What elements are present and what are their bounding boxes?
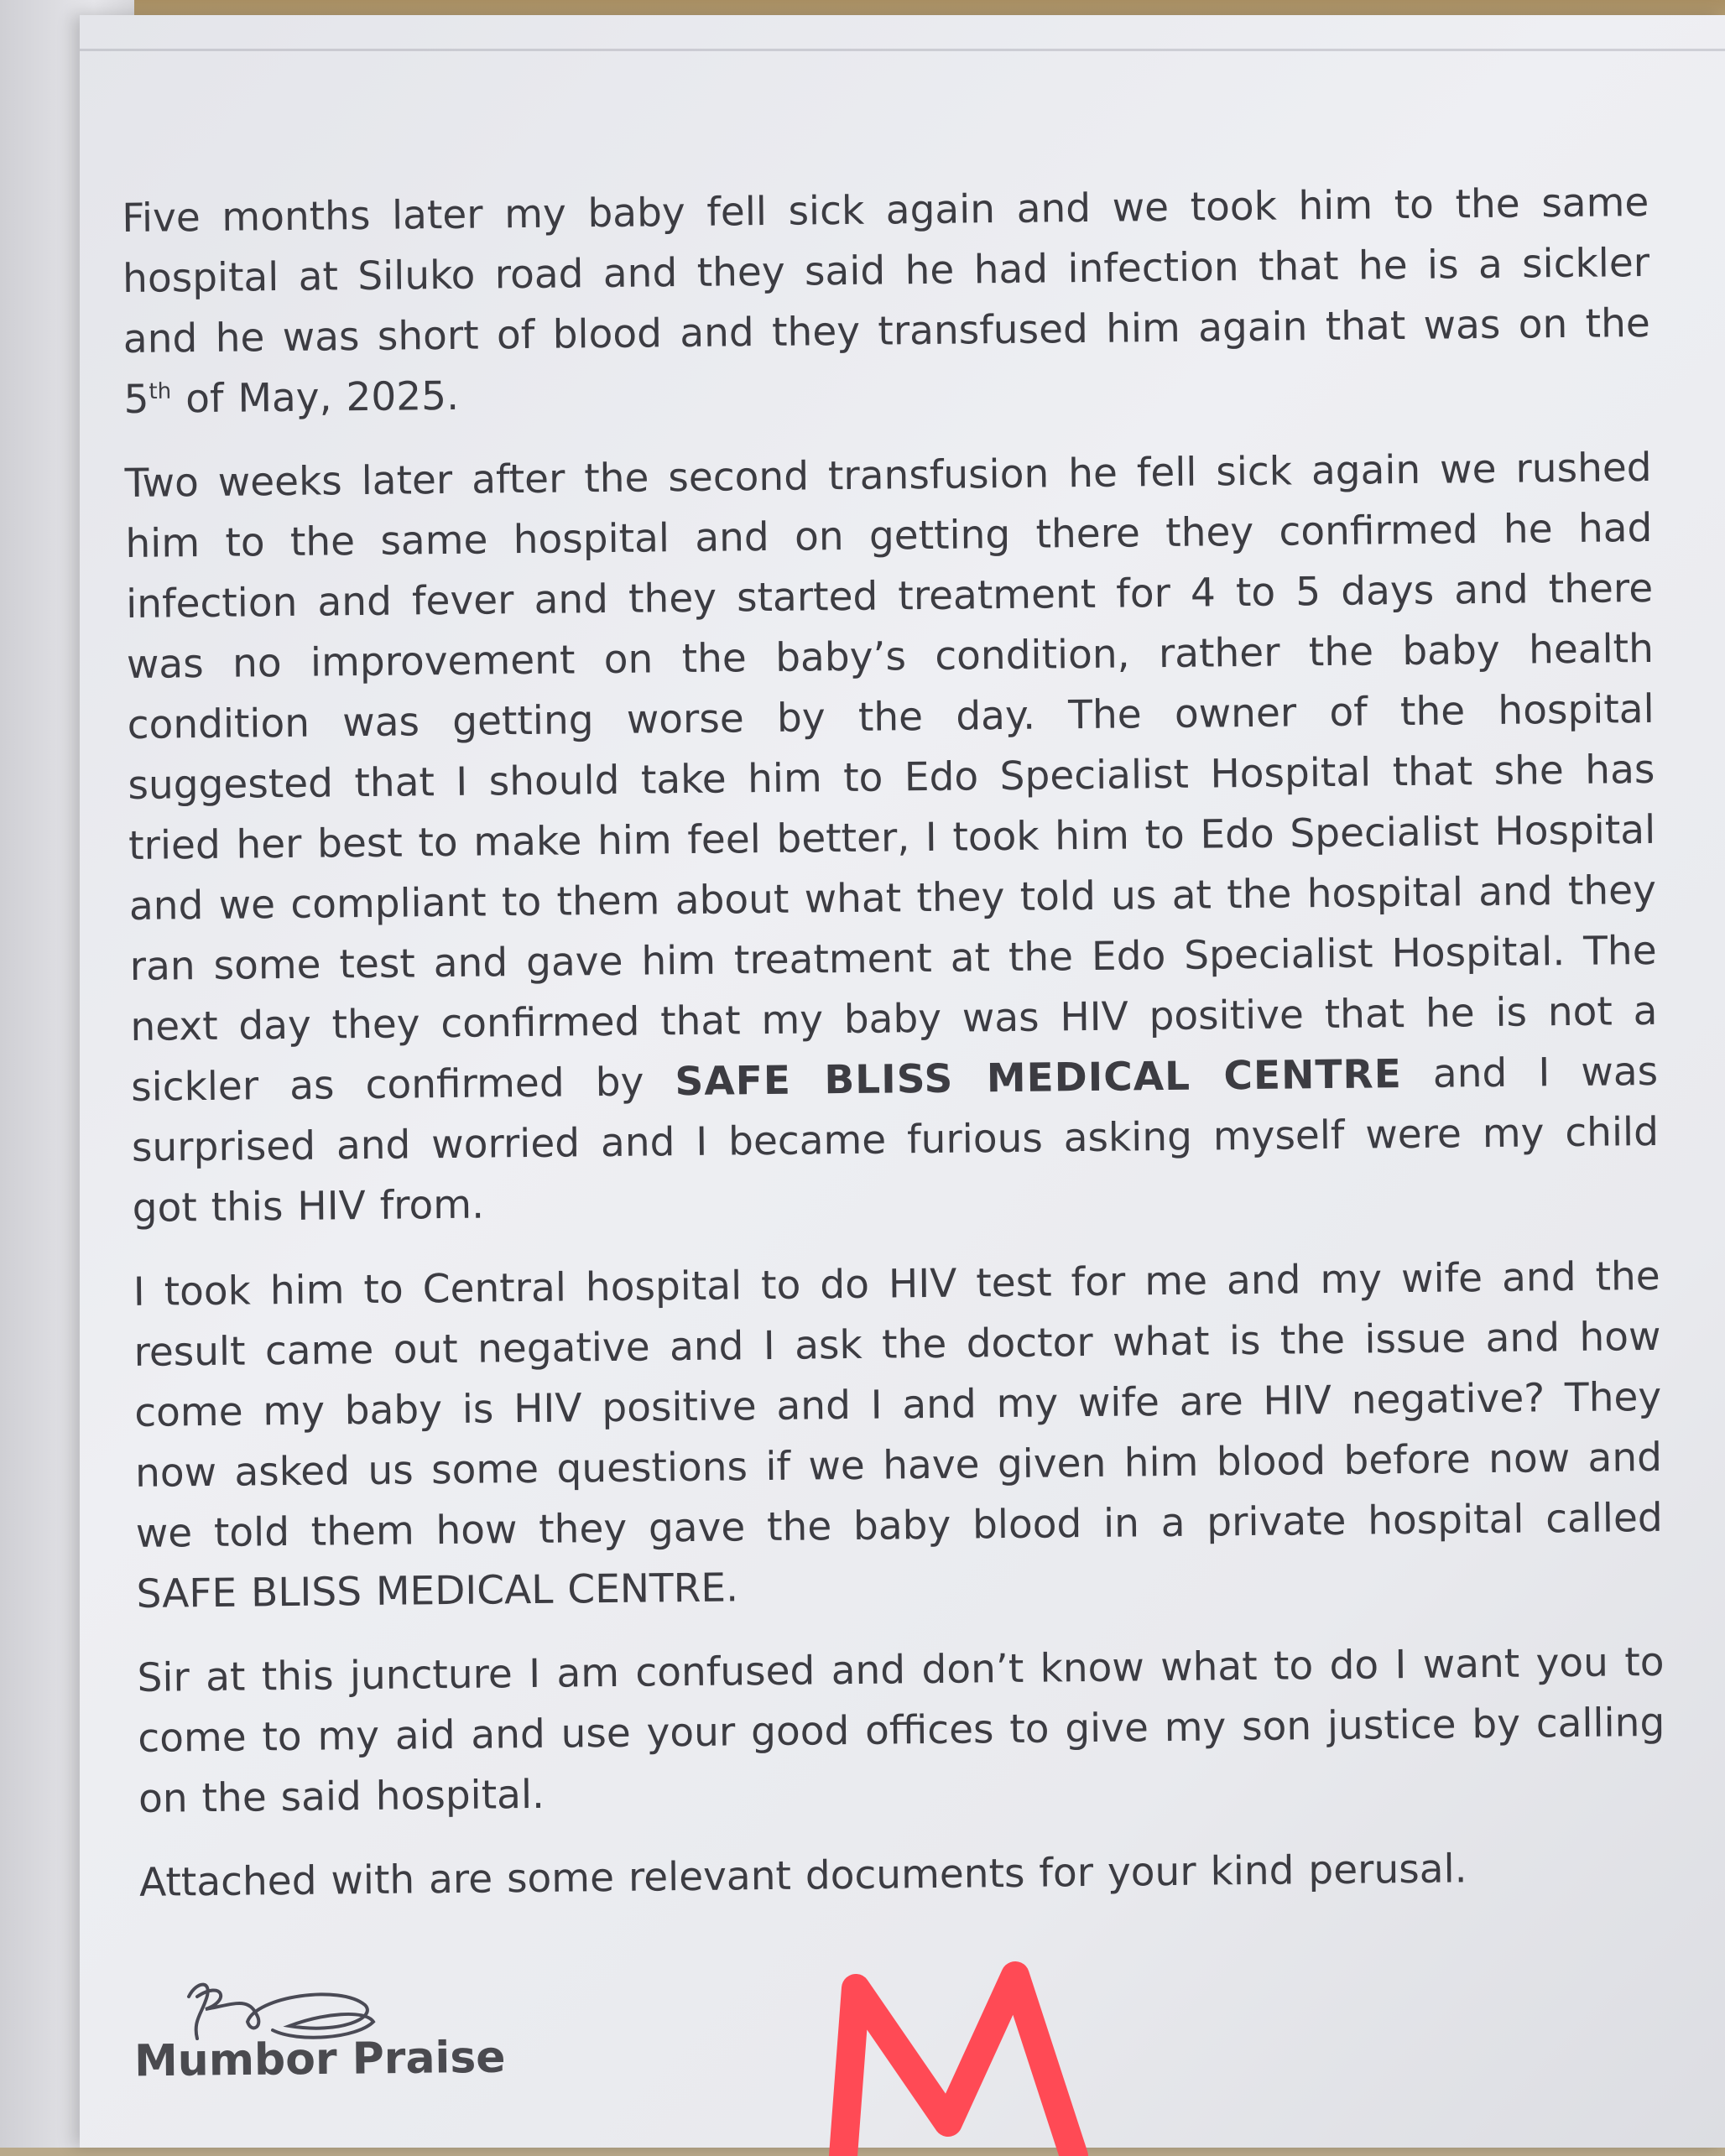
paragraph-4: Sir at this juncture I am confused and don’t know what to do I want you to come to my aid and use your good offices to give my son justice by calling on the said hospital. — [137, 1638, 1665, 1822]
signatory-name: Mumbor Praise — [133, 2032, 506, 2087]
paragraph-5: Attached with are some relevant documents for your kind perusal. — [138, 1846, 1467, 1906]
watermark-m-logo — [822, 1955, 1091, 2156]
superscript-th: th — [149, 378, 172, 405]
paragraph-1: Five months later my baby fell sick again and we took him to the same hospital at Siluko road and they said he had infection that he is a sickler and he was short of blood and they transfused him again that was on the 5th of May, 2025. — [122, 179, 1651, 423]
paragraph-2: Two weeks later after the second transfusion he fell sick again we rushed him to the same hospital and on getting there they confirmed he had infection and fever and they started treatment for 4 to 5 days and there was no improvement on the baby’s condition, rather the baby health condition was getting worse by the day. The owner of the hospital suggested that I should take him to Edo Specialist Hospital that she has tried her best to make him feel better, I took him to Edo Specialist Hospital and we compliant to them about what they told us at the hospital and they ran some test and gave him treatment at the Edo Specialist Hospital. The next day they confirmed that my baby was HIV positive that he is not a sickler as confirmed by SAFE BLISS MEDICAL CENTRE and I was surprised and worried and I became furious asking myself were my child got this HIV from. — [124, 444, 1660, 1232]
hospital-name-bold: SAFE BLISS MEDICAL CENTRE — [675, 1051, 1403, 1106]
sheet-fold-line — [80, 49, 1725, 51]
letter-body — [122, 173, 1667, 1937]
paragraph-3: I took him to Central hospital to do HIV test for me and my wife and the result came out negative and I ask the doctor what is the issue and how come my baby is HIV positive and I and my wife are HIV negative? They now asked us some questions if we have given him blood before now and we told them how they gave the baby blood in a private hospital called SAFE BLISS MEDICAL CENTRE. — [133, 1252, 1663, 1617]
